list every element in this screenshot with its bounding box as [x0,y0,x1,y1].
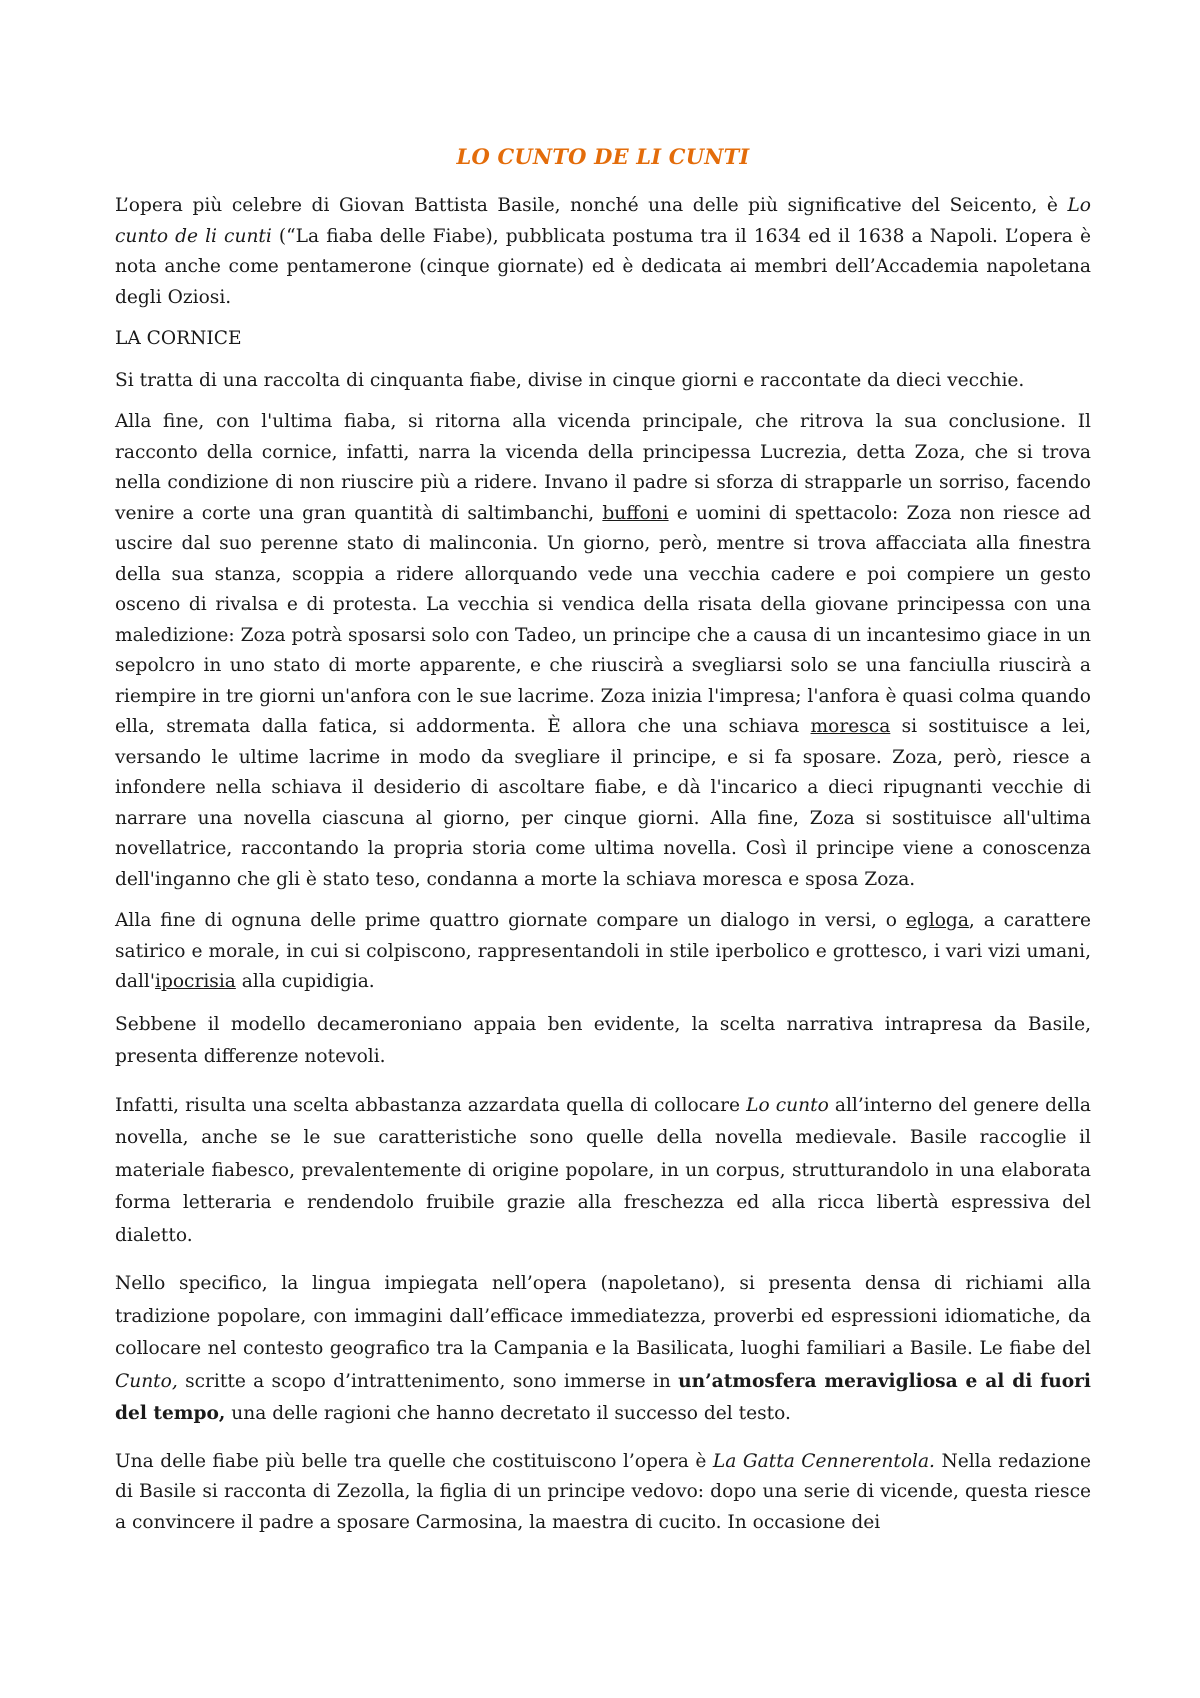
paragraph-egloga [115,906,1091,998]
document-title: LO CUNTO DE LI CUNTI [456,144,750,169]
italic-work-title: Lo cunto de li cunti [115,195,1091,247]
text-run: scritte a scopo d’intrattenimento, sono immerse in [177,1370,679,1392]
text-run: si sostituisce a lei, versando le ultime lacrime in modo da svegliare il principe, e si fa sposare. Zoza, però, riesce a infondere nella schiava il desiderio di ascoltare fiabe, e dà l'incarico a dieci ripugnanti vecchie di narrare una novella ciascuna al giorno, per cinque giorni. Alla fine, Zoza si sostituisce all'ultima novellatrice, raccontando la propria storia come ultima novella. Così il principe viene a conoscenza dell'inganno che gli è stato teso, condanna a morte la schiava moresca e sposa Zoza. [115,716,1092,890]
text-run: Alla fine, con l'ultima fiaba, si ritorna alla vicenda principale, che ritrova la sua conclusione. Il racconto della cornice, infatti, narra la vicenda della principessa Lucrezia, detta Zoza, che si trova nella condizione di non riuscire più a ridere. Invano il padre si sforza di strapparle un sorriso, facendo venire a corte una gran quantità di saltimbanchi, [115,411,1091,524]
text-run: Infatti, risulta una scelta abbastanza azzardata quella di collocare [115,1094,747,1116]
text-run: (“La fiaba delle Fiabe), pubblicata postuma tra il 1634 ed il 1638 a Napoli. L’opera è nota anche come pentamerone (cinque giornate) ed è dedicata ai membri dell’Accademia napoletana degli Oziosi. [115,225,1091,308]
text-run: Alla fine di ognuna delle prime quattro giornate compare un dialogo in versi, o [115,910,906,931]
link-buffoni[interactable]: buffoni [602,502,669,524]
text-run: alla cupidigia. [235,971,375,992]
text-run: Nello specifico, la lingua impiegata nell’opera (napoletano), si presenta densa di richiami alla tradizione popolare, con immagini dall’efficace immediatezza, proverbi ed espressioni idiomatiche, da collocare nel contesto geografico tra la Campania e la Basilicata, luoghi familiari a Basile. Le fiabe del [115,1273,1091,1359]
text-run: e uomini di spettacolo: Zoza non riesce ad uscire dal suo perenne stato di malinconia. Un giorno, però, mentre si trova affacciata alla finestra della sua stanza, scoppia a ridere allorquando vede una vecchia cadere e poi compiere un gesto osceno di rivalsa e di protesta. La vecchia si vendica della risata della giovane principessa con una maledizione: Zoza potrà sposarsi solo con Tadeo, un principe che a causa di un incantesimo giace in un sepolcro in uno stato di morte apparente, e che riuscirà a svegliarsi solo se una fanciulla riuscirà a riempire in tre giorni un'anfora con le sue lacrime. Zoza inizia l'impresa; l'anfora è quasi colma quando ella, stremata dalla fatica, si addormenta. È allora che una schiava [115,502,1091,737]
italic-work-title: La Gatta Cennerentola. [712,1450,935,1472]
bold-emphasis: un’atmosfera meravigliosa e al di fuori del tempo, [115,1370,1091,1424]
text-run: , a carattere satirico e morale, in cui si colpiscono, rappresentandoli in stile iperbolico e grottesco, i vari vizi umani, dall' [115,910,1091,992]
link-moresca[interactable]: moresca [810,716,891,737]
paragraph-intro [115,191,1091,313]
link-egloga[interactable]: egloga [905,910,969,931]
italic-work-title: Lo cunto [746,1094,829,1116]
paragraph-raccolta: Si tratta di una raccolta di cinquanta fiabe, divise in cinque giorni e raccontate da dieci vecchie. [115,369,1025,391]
text-run: una delle ragioni che hanno decretato il successo del testo. [225,1403,791,1424]
paragraph-genere [115,1090,1091,1253]
paragraph-modello: Sebbene il modello decameroniano appaia ben evidente, la scelta narrativa intrapresa da Basile, presenta differenze notevoli. [115,1013,1091,1067]
paragraph-lingua [115,1268,1091,1431]
link-ipocrisia[interactable]: ipocrisia [155,971,236,992]
paragraph-gatta-cennerentola [115,1447,1091,1539]
paragraph-cornice-story [115,407,1091,895]
text-run: Nella redazione di Basile si racconta di Zezolla, la figlia di un principe vedovo: dopo una serie di vicende, questa riesce a convincere il padre a sposare Carmosina, la maestra di cucito. In occasione dei [115,1450,1091,1533]
text-run: L’opera più celebre di Giovan Battista Basile, nonché una delle più significative del Seicento, è [115,195,1068,216]
text-run: all’interno del genere della novella, anche se le sue caratteristiche sono quelle della novella medievale. Basile raccoglie il materiale fiabesco, prevalentemente di origine popolare, in un corpus, strutturandolo in una elaborata forma letteraria e rendendolo fruibile grazie alla freschezza ed alla ricca libertà espressiva del dialetto. [115,1094,1091,1246]
text-run: Una delle fiabe più belle tra quelle che costituiscono l’opera è [115,1450,713,1472]
italic-work-title: Cunto, [115,1370,178,1392]
section-heading-cornice: LA CORNICE [115,328,242,349]
